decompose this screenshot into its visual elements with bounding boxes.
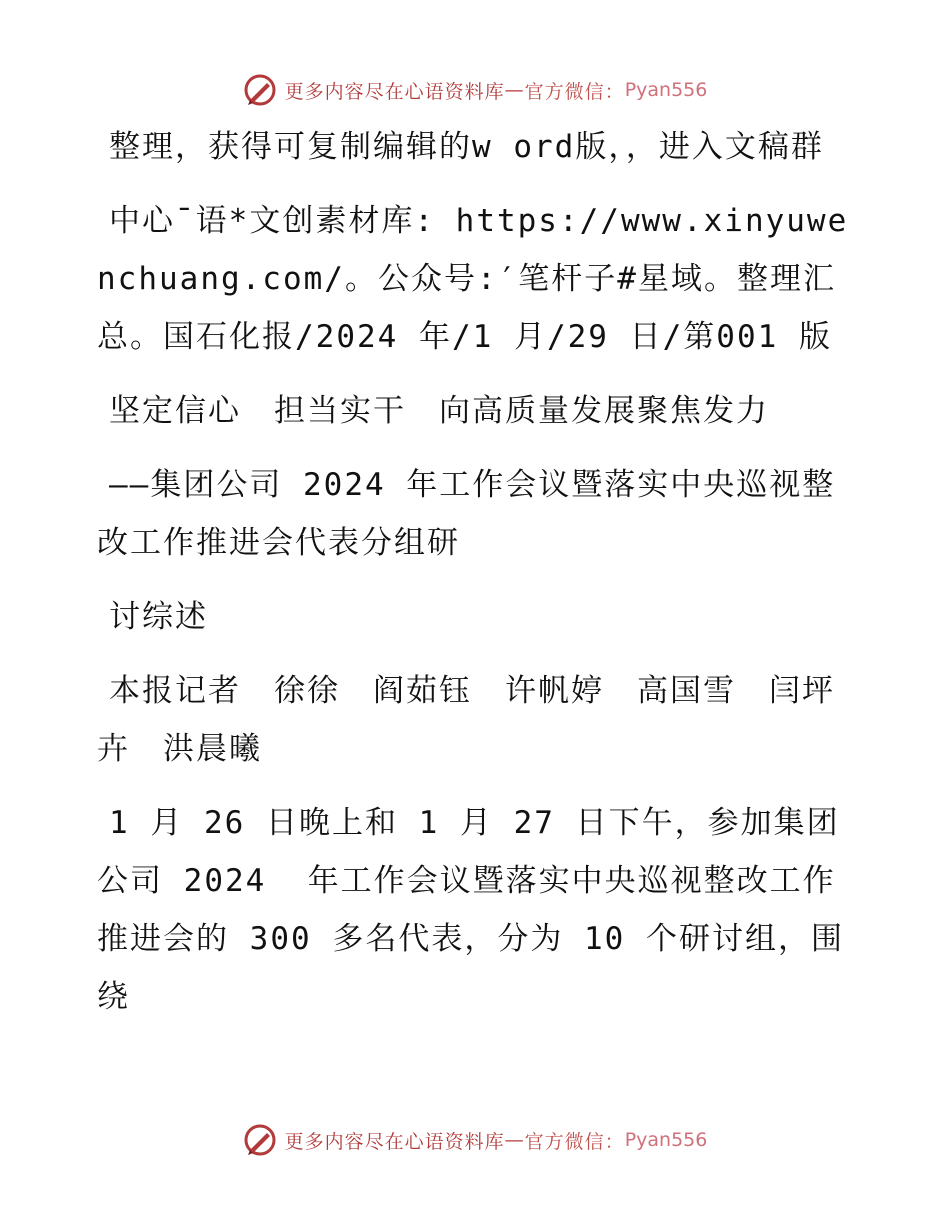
header-banner (0, 68, 950, 112)
byline: 本报记者 徐徐 阎茹钰 许帆婷 高国雪 闫坪卉 洪晨曦 (97, 673, 835, 767)
banner-wechat-handle: Pyan556 (624, 79, 708, 101)
article-title: 坚定信心 担当实干 向高质量发展聚焦发力 (109, 393, 769, 429)
pen-logo-icon (243, 1123, 277, 1157)
paragraph-intro: 整理，获得可复制编辑的w ord版，，进入文稿群 (109, 129, 824, 165)
article-subtitle-continued: 讨综述 (109, 599, 208, 635)
banner-separator: — (504, 79, 525, 101)
banner-wechat-label: 官方微信： (524, 1130, 625, 1153)
banner-wechat-label: 官方微信： (524, 80, 625, 103)
article-subtitle: ——集团公司 2024 年工作会议暨落实中央巡视整改工作推进会代表分组研 (97, 467, 836, 561)
footer-banner (0, 1118, 950, 1162)
banner-text: 更多内容尽在心语资料库 (284, 80, 505, 103)
paragraph-source: 中心¯语*文创素材库: https://www.xinyuwenchuang.com/。公众号:′笔杆子#星域。整理汇总。国石化报/2024 年/1 月/29 日/第001 版 (97, 203, 849, 355)
banner-text: 更多内容尽在心语资料库 (284, 1130, 505, 1153)
banner-separator: — (504, 1129, 525, 1151)
banner-wechat-handle: Pyan556 (624, 1129, 708, 1151)
paragraph-body: 1 月 26 日晚上和 1 月 27 日下午，参加集团公司 2024 年工作会议暨落实中央巡视整改工作推进会的 300 多名代表，分为 10 个研讨组，围绕 (97, 805, 844, 1015)
pen-logo-icon (243, 73, 277, 107)
document-body (97, 118, 857, 1042)
